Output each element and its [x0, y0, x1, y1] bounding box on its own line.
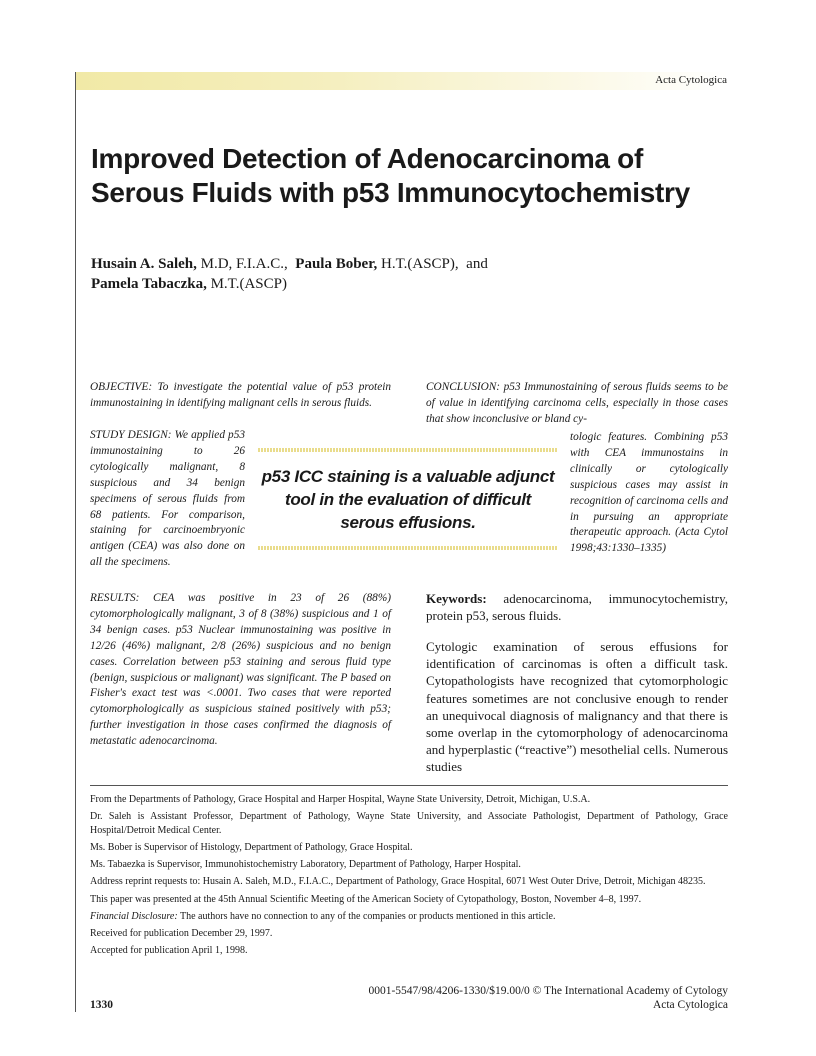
pullquote-top-rule: [258, 448, 558, 452]
author-list: [91, 254, 591, 294]
note-tabaczka: Ms. Tabaezka is Supervisor, Immunohistochemistry Laboratory, Department of Pathology, Harper Hospital.: [90, 859, 521, 871]
keywords-label: Keywords:: [426, 591, 487, 606]
abstract-study-design: STUDY DESIGN: We applied p53 immunostaining to 26 cytologically malignant, 8 suspicious and 34 benign specimens of serous fluids from 68 patients. For comparison, staining for carcinoembryonic antigen (CEA) was also done on all the specimens.: [90, 429, 245, 569]
abstract-conclusion-rest: tologic features. Combining p53 with CEA immunostains in clinically or cytologically suspicious cases may assist in recognition of carcinoma cells and in pursuing an appropriate therapeutic approach. (Acta Cytol 1998;43:1330–1335): [570, 431, 728, 555]
left-margin-rule: [75, 72, 76, 1012]
page-number: 1330: [90, 999, 113, 1011]
author-line-1: [91, 254, 591, 274]
title-line-1: Improved Detection of Adenocarcinoma of: [91, 143, 644, 174]
author-3-credentials: M.T.(ASCP): [206, 276, 287, 292]
note-bober: Ms. Bober is Supervisor of Histology, Department of Pathology, Grace Hospital.: [90, 841, 413, 853]
pullquote-bottom-rule: [258, 546, 558, 550]
note-presented: This paper was presented at the 45th Annual Scientific Meeting of the American Society of Cytopathology, Boston, November 4–8, 1997.: [90, 893, 642, 905]
body-paragraph: Cytologic examination of serous effusions for identification of carcinomas is often a difficult task. Cytopathologists have recognized that cytomorphologic features sometimes are not conclusive enough to render an unequivocal diagnosis of malignancy and that there is some overlap in the cytomorphology of adenocarcinoma and hyperplastic (“reactive”) mesothelial cells. Numerous studies: [426, 639, 728, 775]
running-header-journal: Acta Cytologica: [655, 74, 727, 86]
author-3-name: Pamela Tabaczka,: [91, 276, 207, 292]
note-received: Received for publication December 29, 1997.: [90, 927, 273, 939]
author-2-credentials: H.T.(ASCP),: [377, 256, 459, 272]
disclosure-label: Financial Disclosure:: [90, 910, 178, 922]
author-line-2: [91, 274, 591, 294]
pullquote: p53 ICC staining is a valuable adjunct tool in the evaluation of difficult serous effusions.: [261, 467, 555, 532]
copyright-line: 0001-5547/98/4206-1330/$19.00/0 © The International Academy of Cytology: [368, 985, 728, 997]
footnote-rule: [90, 785, 728, 786]
abstract-objective: OBJECTIVE: To investigate the potential value of p53 protein immunostaining in identifying malignant cells in serous fluids.: [90, 381, 391, 409]
note-saleh: Dr. Saleh is Assistant Professor, Department of Pathology, Wayne State University, and Associate Pathologist, Department of Pathology, Grace Hospital/Detroit Medical Center.: [90, 811, 728, 836]
author-and: and: [462, 256, 488, 272]
footnotes: [90, 793, 728, 961]
abstract-conclusion-top: CONCLUSION: p53 Immunostaining of serous fluids seems to be of value in identifying carcinoma cells, especially in those cases that show inconclusive or bland cy-: [426, 381, 728, 425]
note-reprint: Address reprint requests to: Husain A. Saleh, M.D., F.I.A.C., Department of Pathology, Grace Hospital, 6071 West Outer Drive, Detroit, Michigan 48235.: [90, 876, 706, 888]
header-band: [76, 72, 728, 90]
note-accepted: Accepted for publication April 1, 1998.: [90, 945, 248, 957]
disclosure-text: The authors have no connection to any of the companies or products mentioned in this article.: [177, 910, 556, 922]
note-affiliation: From the Departments of Pathology, Grace Hospital and Harper Hospital, Wayne State University, Detroit, Michigan, U.S.A.: [90, 794, 591, 805]
title-line-2: Serous Fluids with p53 Immunocytochemistry: [91, 177, 690, 208]
abstract-results: RESULTS: CEA was positive in 23 of 26 (88%) cytomorphologically malignant, 3 of 8 (38%) suspicious and 1 of 34 benign cases. p53 Nuclear immunostaining was positive in 12/26 (46%) malignant, 2/8 (26%) suspicious and no benign cases. Correlation between p53 staining and serous fluid type (benign, suspicious or malignant) was significant. The P based on Fisher's exact test was <.0001. Two cases that were reported cytomorphologically as suspicious stained positively with p53; further investigation in those cases confirmed the diagnosis of metastatic adenocarcinoma.: [90, 592, 391, 748]
keywords-text: adenocarcinoma, immunocytochemistry, protein p53, serous fluids.: [426, 591, 728, 623]
author-2-name: Paula Bober,: [295, 256, 378, 272]
keywords: [426, 590, 728, 624]
note-disclosure: [90, 910, 728, 924]
footer-journal: Acta Cytologica: [652, 999, 728, 1011]
author-1-name: Husain A. Saleh,: [91, 256, 197, 272]
article-title: [91, 142, 751, 210]
author-1-credentials: M.D, F.I.A.C.,: [196, 256, 288, 272]
